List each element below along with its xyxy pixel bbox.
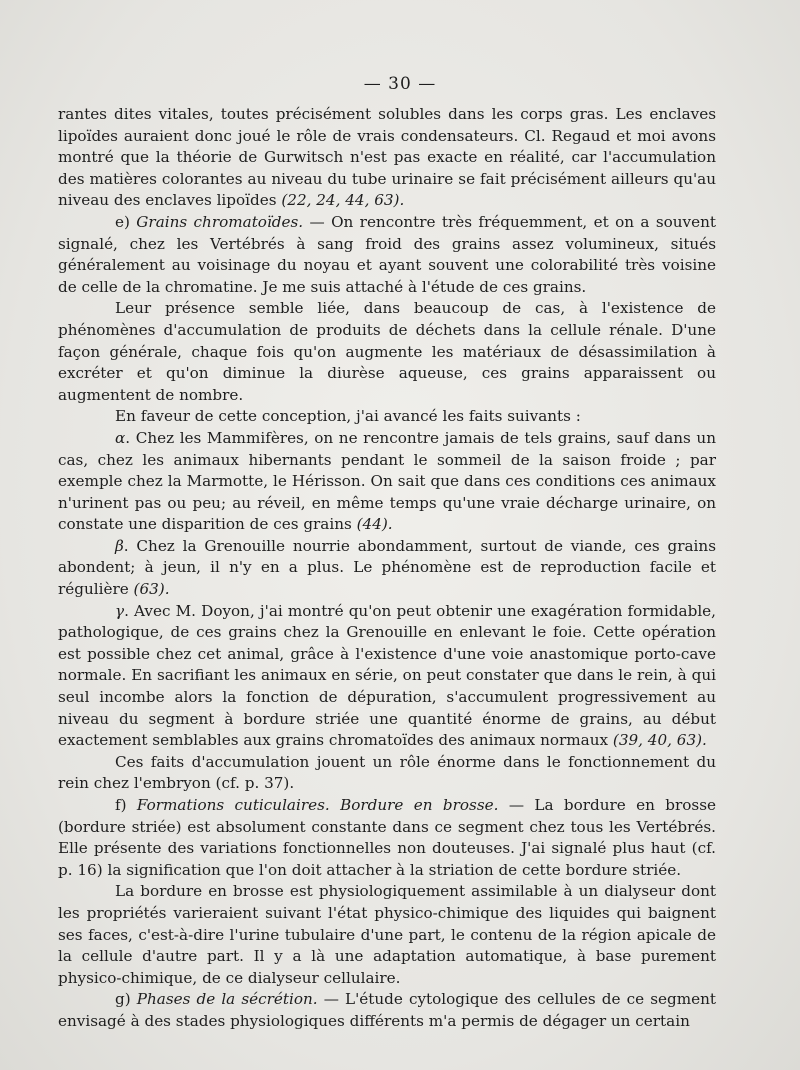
reference: (39, 40, 63).: [612, 731, 707, 750]
text-run: . Chez les Mammifères, on ne rencontre jamais de tels grains, sauf dans un cas, chez les animaux hibernants pendant le sommeil de la saison froide ; par exemple chez la Marmotte, le Hérisson. On sait que dans ces conditions ces animaux n'urinent pas ou peu; au réveil, en même temps qu'une vraie décharge urinaire, on constate une disparition de ces grains: [58, 428, 716, 534]
italic-text: Phases de la sécrétion.: [136, 990, 318, 1009]
reference: (22, 24, 44, 63).: [281, 191, 405, 210]
paragraph: [58, 752, 716, 795]
text-run: rantes dites vitales, toutes précisément solubles dans les corps gras. Les enclaves lipoïdes auraient donc joué le rôle de vrais condensateurs. Cl. Regaud et moi avons montré que la théorie de Gurwitsch n'est pas exacte en réalité, car l'accumulation des matières colorantes au niveau du tube urinaire se fait précisément ailleurs qu'au niveau des enclaves lipoïdes: [58, 105, 716, 210]
text-run: . Avec M. Doyon, j'ai montré qu'on peut obtenir une exagération formidable, pathologique, de ces grains chez la Grenouille en enlevant le foie. Cette opération est possible chez cet animal, grâce à l'existence d'une voie anastomique porto-cave normale. En sacrifiant les animaux en série, on peut constater que dans le rein, à qui seul incombe alors la fonction de dépuration, s'accumulent progressivement au niveau du segment à bordure striée une quantité énorme de grains, au début exactement semblables aux grains chromatoïdes des animaux normaux: [58, 601, 716, 750]
paragraph: [58, 406, 716, 428]
reference: (44).: [356, 515, 393, 534]
italic-text: β: [115, 536, 124, 555]
paragraph: [58, 881, 716, 989]
body-text: [58, 104, 716, 1033]
text-run: g): [115, 990, 137, 1009]
paragraph: [58, 601, 716, 752]
text-run: Ces faits d'accumulation jouent un rôle énorme dans le fonctionnement du rein chez l'embryon (cf. p. 37).: [58, 752, 716, 793]
paragraph: [58, 536, 716, 601]
paragraph: [58, 428, 716, 536]
text-run: La bordure en brosse est physiologiquement assimilable à un dialyseur dont les propriétés varieraient suivant l'état physico-chimique des liquides qui baignent ses faces, c'est-à-dire l'urine tubulaire d'une part, le contenu de la région apicale de la cellule d'autre part. Il y a là une adaptation automatique, à base purement physico-chimique, de ce dialyseur cellulaire.: [58, 882, 716, 987]
paragraph: [58, 298, 716, 406]
text-run: f): [115, 796, 137, 814]
italic-text: α: [115, 428, 126, 447]
italic-text: Formations cuticulaires. Bordure en brosse.: [136, 796, 499, 814]
paragraph: [58, 989, 716, 1032]
text-run: e): [115, 212, 137, 231]
page-number: — 30 —: [363, 74, 437, 94]
reference: (63).: [133, 580, 170, 599]
text-run: — La bordure en brosse (bordure striée) est absolument constante dans ce segment chez tous les Vertébrés. Elle présente des variations fonctionnelles non douteuses. J'ai signalé plus haut (cf. p. 16) la signification que l'on doit attacher à la striation de cette bordure striée.: [58, 796, 716, 879]
italic-text: Grains chromatoïdes.: [136, 212, 304, 231]
paragraph: [58, 104, 716, 212]
paragraph: [58, 795, 716, 881]
text-run: Leur présence semble liée, dans beaucoup de cas, à l'existence de phénomènes d'accumulation de produits de déchets dans la cellule rénale. D'une façon générale, chaque fois qu'on augmente les matériaux de désassimilation à excréter et qu'on diminue la diurèse aqueuse, ces grains apparaissent ou augmentent de nombre.: [58, 299, 716, 404]
italic-text: γ: [115, 601, 125, 620]
text-run: . Chez la Grenouille nourrie abondamment, surtout de viande, ces grains abondent; à jeun, il n'y en a plus. Le phénomène est de reproduction facile et régulière: [58, 536, 716, 599]
text-run: — L'étude cytologique des cellules de ce segment envisagé à des stades physiologiques différents m'a permis de dégager un certain: [58, 990, 716, 1030]
paragraph: [58, 212, 716, 298]
text-run: — On rencontre très fréquemment, et on a souvent signalé, chez les Vertébrés à sang froid des grains assez volumineux, situés généralement au voisinage du noyau et ayant souvent une colorabilité très voisine de celle de la chromatine. Je me suis attaché à l'étude de ces grains.: [58, 212, 716, 296]
text-run: En faveur de cette conception, j'ai avancé les faits suivants :: [115, 407, 581, 426]
